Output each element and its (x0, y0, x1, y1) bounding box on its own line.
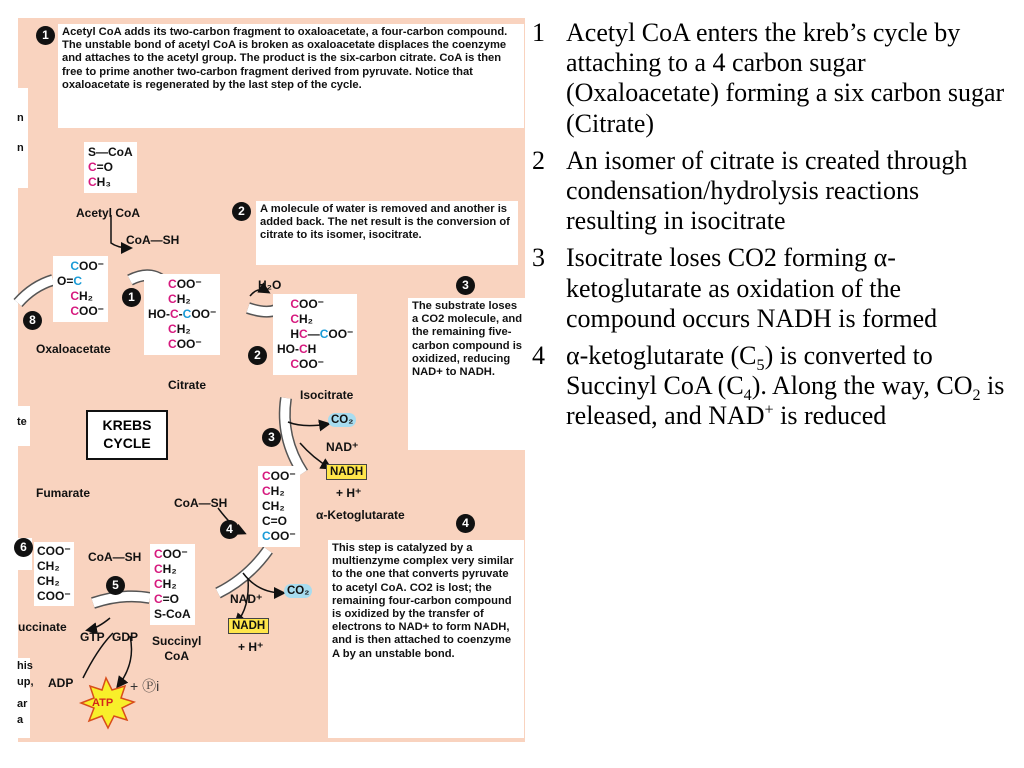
step-number-3-top: 3 (456, 276, 475, 295)
step-number-8: 8 (23, 311, 42, 330)
step-number-4: 4 (220, 520, 239, 539)
acetyl-coa-structure: S—CoA C=O CH₃ (84, 142, 137, 193)
acetyl-coa-label: Acetyl CoA (76, 206, 141, 220)
succinate-label: uccinate (18, 620, 67, 634)
step-number-3: 3 (262, 428, 281, 447)
krebs-cycle-figure (18, 18, 525, 742)
adp-label: ADP (48, 676, 74, 690)
step-number-4-top: 4 (456, 514, 475, 533)
note-text: Isocitrate loses CO2 forming α-ketoglutarate as oxidation of the compound occurs NADH is formed (566, 243, 938, 333)
note-item-2 (530, 146, 1010, 237)
h2o-label: H₂O (258, 278, 282, 292)
coa-sh-label-3: CoA—SH (88, 550, 142, 564)
step-number-1: 1 (122, 288, 141, 307)
coa-sh-label-2: CoA—SH (174, 496, 228, 510)
callout-step-4: This step is catalyzed by a multienzyme complex very similar to the one that converts pyruvate to acetyl CoA. CO2 is lost; the remaining four-carbon compound is oxidized by the transfer of electrons to NAD+ to form NADH, and is then attached to coenzyme A by an unstable bond. (328, 540, 524, 738)
citrate-label: Citrate (168, 378, 207, 392)
nad-label-2: NAD⁺ (230, 592, 263, 606)
step-number-2-top: 2 (232, 202, 251, 221)
edge-fragment: his (17, 660, 33, 672)
notes-list (530, 18, 1010, 439)
note-text: α-ketoglutarate $(C_5)$ is converted to Succinyl CoA $(C_4)$. Along the way, $CO_2$ is released, and NAD+ is reduced (566, 341, 1005, 431)
note-number: 4 (532, 341, 545, 371)
step-number-1-top: 1 (36, 26, 55, 45)
edge-fragment: n (17, 112, 24, 124)
note-number: 2 (532, 145, 545, 175)
step-number-6: 6 (14, 538, 33, 557)
edge-fragment: te (17, 416, 27, 428)
nadh-chip-1: NADH (326, 464, 367, 480)
note-item-1 (530, 18, 1010, 139)
callout-step-3: The substrate loses a CO2 molecule, and the remaining five-carbon compound is oxidized, reducing NAD+ to NADH. (408, 298, 528, 450)
krebs-cycle-box: KREBS CYCLE (86, 410, 168, 460)
note-item-3 (530, 243, 1010, 334)
succinyl-coa-label: Succinyl CoA (152, 634, 202, 663)
edge-fragment: ar (17, 698, 28, 710)
note-number: 1 (532, 18, 545, 47)
edge-fragment: a (17, 714, 24, 726)
co2-chip-1: CO₂ (328, 413, 356, 427)
oxaloacetate-label: Oxaloacetate (36, 342, 111, 356)
nadh-chip-2: NADH (228, 618, 269, 634)
hplus-label-1: + H⁺ (336, 486, 362, 500)
isocitrate-label: Isocitrate (300, 388, 354, 402)
step-number-2: 2 (248, 346, 267, 365)
note-item-4 (530, 341, 1010, 432)
succinate-structure: COO⁻ CH₂ CH₂ COO⁻ (34, 542, 74, 606)
citrate-structure: COO⁻ CH₂ HO-C-COO⁻ CH₂ COO⁻ (144, 274, 220, 355)
co2-chip-2: CO₂ (284, 584, 312, 598)
step-number-5: 5 (106, 576, 125, 595)
edge-fragment: n (17, 142, 24, 154)
note-text: An isomer of citrate is created through condensation/hydrolysis reactions resulting in isocitrate (566, 145, 968, 236)
oxaloacetate-structure: COO⁻ O=C CH₂ COO⁻ (53, 256, 108, 322)
ketoglutarate-structure: COO⁻ CH₂ CH₂ C=O COO⁻ (258, 466, 300, 547)
ketoglutarate-label: α-Ketoglutarate (316, 508, 405, 522)
callout-step-2: A molecule of water is removed and another is added back. The net result is the conversion of citrate to its isomer, isocitrate. (256, 201, 518, 265)
gdp-label: GDP (112, 630, 139, 644)
callout-step-1: Acetyl CoA adds its two-carbon fragment to oxaloacetate, a four-carbon compound. The unstable bond of acetyl CoA is broken as oxaloacetate displaces the coenzyme and attaches to the acetyl group. The product is the six-carbon citrate. CoA is then free to prime another two-carbon fragment derived from pyruvate. Notice that oxaloacetate is regenerated by the last step of the cycle. (58, 24, 524, 128)
succinyl-coa-structure: COO⁻ CH₂ CH₂ C=O S-CoA (150, 544, 195, 625)
nad-label-1: NAD⁺ (326, 440, 359, 454)
atp-label: ATP (92, 697, 114, 709)
isocitrate-structure: COO⁻ CH₂ HC—COO⁻ HO-CH COO⁻ (273, 294, 357, 375)
hplus-label-2: + H⁺ (238, 640, 264, 654)
gtp-label: GTP (80, 630, 105, 644)
note-number: 3 (532, 243, 545, 273)
pi-label: + Ⓟi (130, 678, 160, 694)
edge-fragment: up, (17, 676, 34, 688)
coa-sh-label-1: CoA—SH (126, 233, 180, 247)
fumarate-label: Fumarate (36, 486, 91, 500)
note-text: Acetyl CoA enters the kreb’s cycle by attaching to a 4 carbon sugar (Oxaloacetate) forming a six carbon sugar (Citrate) (566, 18, 1005, 138)
